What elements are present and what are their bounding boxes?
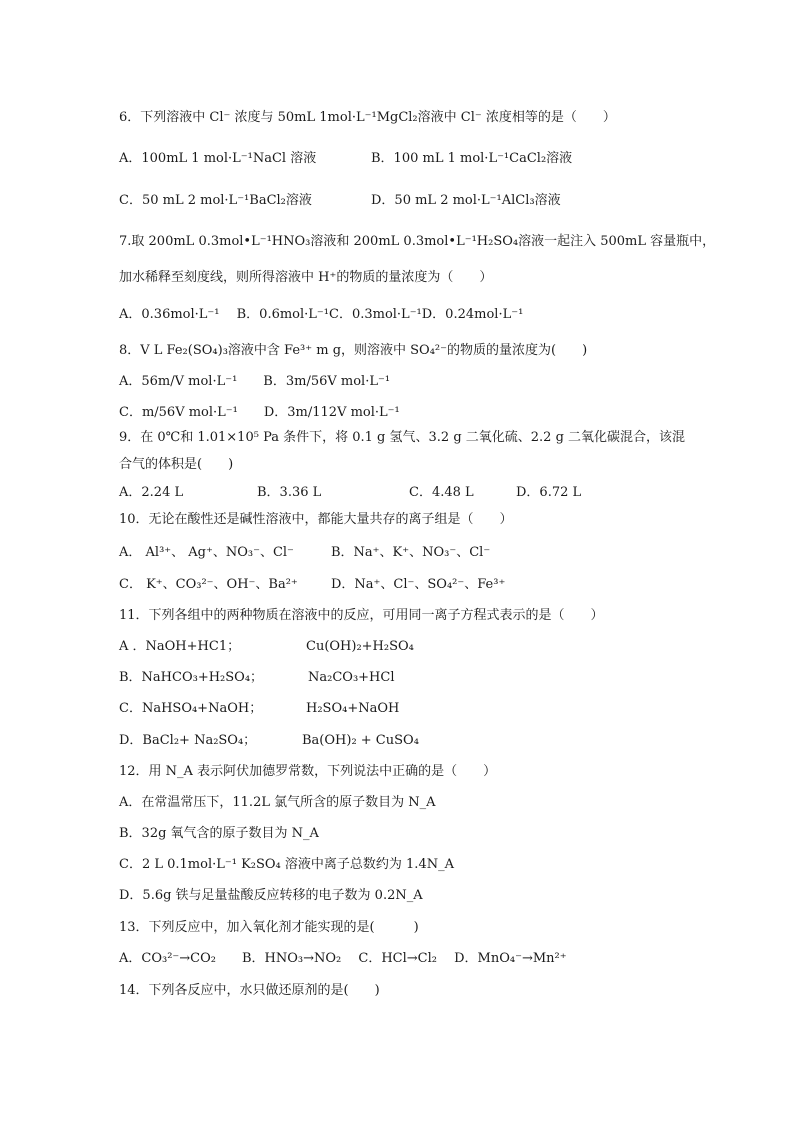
q10-stem: 10．无论在酸性还是碱性溶液中，都能大量共存的离子组是（ ） — [119, 512, 513, 527]
q12-stem: 12．用 N_A 表示阿伏加德罗常数，下列说法中正确的是（ ） — [119, 764, 497, 779]
q14-stem: 14．下列各反应中，水只做还原剂的是( ) — [119, 983, 380, 998]
q11-option-d-left: D．BaCl₂+ Na₂SO₄； — [119, 733, 257, 748]
q9-stem-line2: 合气的体积是( ) — [119, 457, 234, 472]
q10-option-b: B．Na⁺、K⁺、NO₃⁻、Cl⁻ — [331, 545, 491, 560]
q7-options: A．0.36mol·L⁻¹ B．0.6mol·L⁻¹C．0.3mol·L⁻¹D．0.24mol·L⁻¹ — [119, 307, 524, 322]
q12-option-d: D．5.6g 铁与足量盐酸反应转移的电子数为 0.2N_A — [119, 888, 423, 903]
q7-stem-line2: 加水稀释至刻度线，则所得溶液中 H⁺的物质的量浓度为（ ） — [119, 270, 493, 285]
q6-option-d: D．50 mL 2 mol·L⁻¹AlCl₃溶液 — [371, 193, 561, 208]
q8-options-ab: A．56m/V mol·L⁻¹ B．3m/56V mol·L⁻¹ — [119, 374, 391, 389]
q11-option-b-left: B．NaHCO₃+H₂SO₄； — [119, 670, 264, 685]
q11-stem: 11．下列各组中的两种物质在溶液中的反应，可用同一离子方程式表示的是（ ） — [119, 608, 604, 623]
q12-option-c: C．2 L 0.1mol·L⁻¹ K₂SO₄ 溶液中离子总数约为 1.4N_A — [119, 857, 454, 872]
q6-option-c: C．50 mL 2 mol·L⁻¹BaCl₂溶液 — [119, 193, 312, 208]
q6-stem: 6．下列溶液中 Cl⁻ 浓度与 50mL 1mol·L⁻¹MgCl₂溶液中 Cl⁻ 浓度相等的是（ ） — [119, 110, 616, 125]
q11-option-c-right: H₂SO₄+NaOH — [306, 701, 400, 716]
q11-option-c-left: C．NaHSO₄+NaOH； — [119, 701, 263, 716]
q8-stem: 8．V L Fe₂(SO₄)₃溶液中含 Fe³⁺ m g，则溶液中 SO₄²⁻的物质的量浓度为( ) — [119, 343, 588, 358]
q10-option-c: C． K⁺、CO₃²⁻、OH⁻、Ba²⁺ — [119, 577, 298, 592]
q11-option-b-right: Na₂CO₃+HCl — [308, 670, 395, 685]
q12-option-b: B．32g 氧气含的原子数目为 N_A — [119, 826, 319, 841]
q11-option-d-right: Ba(OH)₂ + CuSO₄ — [302, 733, 419, 748]
q10-option-a: A． Al³⁺、 Ag⁺、NO₃⁻、Cl⁻ — [119, 545, 294, 560]
q6-option-a: A．100mL 1 mol·L⁻¹NaCl 溶液 — [119, 151, 317, 166]
q9-option-a: A．2.24 L — [119, 485, 184, 500]
q7-stem-line1: 7.取 200mL 0.3mol•L⁻¹HNO₃溶液和 200mL 0.3mol•L⁻¹H₂SO₄溶液一起注入 500mL 容量瓶中， — [119, 234, 716, 249]
q6-option-b: B．100 mL 1 mol·L⁻¹CaCl₂溶液 — [371, 151, 573, 166]
q10-option-d: D．Na⁺、Cl⁻、SO₄²⁻、Fe³⁺ — [331, 577, 506, 592]
q11-option-a-left: A ．NaOH+HC1； — [119, 639, 241, 654]
q8-options-cd: C．m/56V mol·L⁻¹ D．3m/112V mol·L⁻¹ — [119, 405, 400, 420]
q13-stem: 13．下列反应中，加入氧化剂才能实现的是( ) — [119, 920, 419, 935]
q9-stem-line1: 9．在 0℃和 1.01×10⁵ Pa 条件下，将 0.1 g 氢气、3.2 g 二氧化硫、2.2 g 二氧化碳混合，该混 — [119, 430, 686, 445]
q12-option-a: A．在常温常压下，11.2L 氯气所含的原子数目为 N_A — [119, 795, 436, 810]
q13-options: A．CO₃²⁻→CO₂ B．HNO₃→NO₂ C．HCl→Cl₂ D．MnO₄⁻→Mn²⁺ — [119, 951, 567, 966]
q11-option-a-right: Cu(OH)₂+H₂SO₄ — [306, 639, 414, 654]
q9-option-d: D．6.72 L — [516, 485, 582, 500]
q9-option-b: B．3.36 L — [257, 485, 322, 500]
q9-option-c: C．4.48 L — [409, 485, 474, 500]
